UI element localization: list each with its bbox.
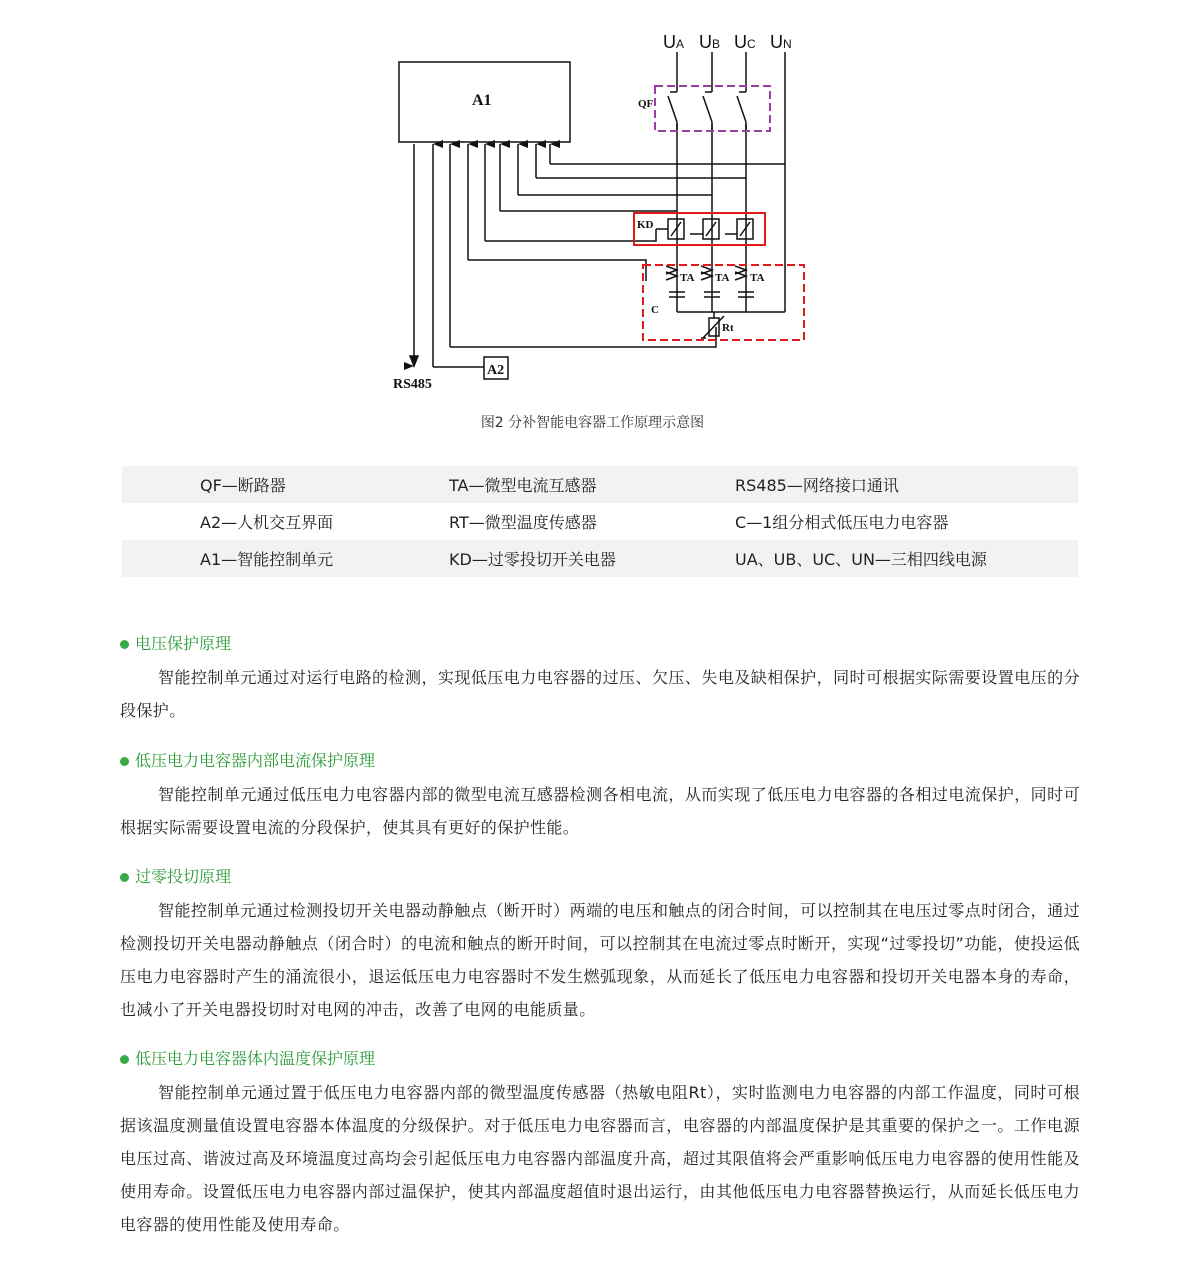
signal-line-5 xyxy=(485,229,656,241)
phase-ub-main: U xyxy=(699,32,712,52)
phase-labels xyxy=(663,32,792,52)
phase-uc-sub: C xyxy=(747,37,756,51)
c-label: C xyxy=(651,304,659,316)
signal-line-7 xyxy=(450,327,716,347)
phase-un-sub: N xyxy=(783,37,792,51)
section-zero-crossing xyxy=(120,866,1080,1026)
bullet-dot-icon xyxy=(120,640,129,649)
section-current-protection xyxy=(120,750,1080,844)
legend-row xyxy=(122,540,1078,577)
kd-label: KD xyxy=(637,219,654,231)
section-voltage-protection xyxy=(120,633,1080,727)
section-temperature-protection xyxy=(120,1048,1080,1241)
section-title: 低压电力电容器内部电流保护原理 xyxy=(135,751,376,770)
legend-row xyxy=(122,503,1078,540)
bullet-dot-icon xyxy=(120,1055,129,1064)
legend-cell: RS485—网络接口通讯 xyxy=(735,476,899,495)
phase-ua-main: U xyxy=(663,32,676,52)
svg-text:UB xyxy=(699,32,720,52)
legend-cell: TA—微型电流互感器 xyxy=(449,476,597,495)
ta-label-b: TA xyxy=(715,272,730,284)
phase-ua-sub: A xyxy=(676,37,685,51)
wiring-diagram xyxy=(0,0,1200,410)
ta-label-c: TA xyxy=(750,272,765,284)
phase-ub-sub: B xyxy=(712,37,721,51)
section-body: 智能控制单元通过置于低压电力电容器内部的微型温度传感器（热敏电阻Rt），实时监测电力电容器的内部工作温度，同时可根据该温度测量值设置电容器本体温度的分级保护。对于低压电力电容器而言，电容器的内部温度保护是其重要的保护之一。工作电源电压过高、谐波过高及环境温度过高均会引起低压电力电容器内部温度升高，超过其限值将会严重影响低压电力电容器的使用性能及使用寿命。设置低压电力电容器内部过温保护，使其内部温度超值时退出运行，由其他低压电力电容器替换运行，从而延长低压电力电容器的使用性能及使用寿命。 xyxy=(120,1083,1080,1234)
a2-label: A2 xyxy=(487,363,505,378)
legend-row xyxy=(122,466,1078,503)
phase-un-main: U xyxy=(770,32,783,52)
bullet-dot-icon xyxy=(120,757,129,766)
svg-text:UC xyxy=(734,32,756,52)
ta-label-a: TA xyxy=(680,272,695,284)
section-body: 智能控制单元通过检测投切开关电器动静触点（断开时）两端的电压和触点的闭合时间，可以控制其在电压过零点时闭合，通过检测投切开关电器动静触点（闭合时）的电流和触点的断开时间，可以控制其在电流过零点时断开，实现“过零投切”功能，使投运低压电力电容器时产生的涌流很小，退运低压电力电容器时不发生燃弧现象，从而延长了低压电力电容器和投切开关电器本身的寿命，也减小了开关电器投切时对电网的冲击，改善了电网的电能质量。 xyxy=(120,901,1080,1019)
legend-cell: UA、UB、UC、UN—三相四线电源 xyxy=(735,550,987,569)
bullet-dot-icon xyxy=(120,873,129,882)
rs485-label: RS485 xyxy=(393,377,432,392)
section-title: 电压保护原理 xyxy=(135,634,232,653)
phase-uc-main: U xyxy=(734,32,747,52)
rt-label: Rt xyxy=(722,322,734,334)
legend-cell: A1—智能控制单元 xyxy=(200,550,334,569)
diagram-caption: 图2 分补智能电容器工作原理示意图 xyxy=(480,415,705,431)
legend-cell: QF—断路器 xyxy=(200,476,286,495)
section-title: 过零投切原理 xyxy=(135,867,232,886)
signal-line-6 xyxy=(468,260,646,281)
svg-text:UN xyxy=(770,32,792,52)
a1-label: A1 xyxy=(472,92,492,109)
svg-text:UA xyxy=(663,32,684,52)
ta-sensors xyxy=(666,266,746,280)
legend-table xyxy=(122,466,1078,577)
legend-cell: A2—人机交互界面 xyxy=(200,513,334,532)
legend-cell: C—1组分相式低压电力电容器 xyxy=(735,513,949,532)
legend-cell: RT—微型温度传感器 xyxy=(449,513,597,532)
legend-cell: KD—过零投切开关电器 xyxy=(449,550,616,569)
qf-label: QF xyxy=(638,98,654,110)
section-body: 智能控制单元通过对运行电路的检测，实现低压电力电容器的过压、欠压、失电及缺相保护，同时可根据实际需要设置电压的分段保护。 xyxy=(120,668,1080,720)
section-title: 低压电力电容器体内温度保护原理 xyxy=(135,1049,376,1068)
section-body: 智能控制单元通过低压电力电容器内部的微型电流互感器检测各相电流，从而实现了低压电力电容器的各相过电流保护，同时可根据实际需要设置电流的分段保护，使其具有更好的保护性能。 xyxy=(120,785,1080,837)
